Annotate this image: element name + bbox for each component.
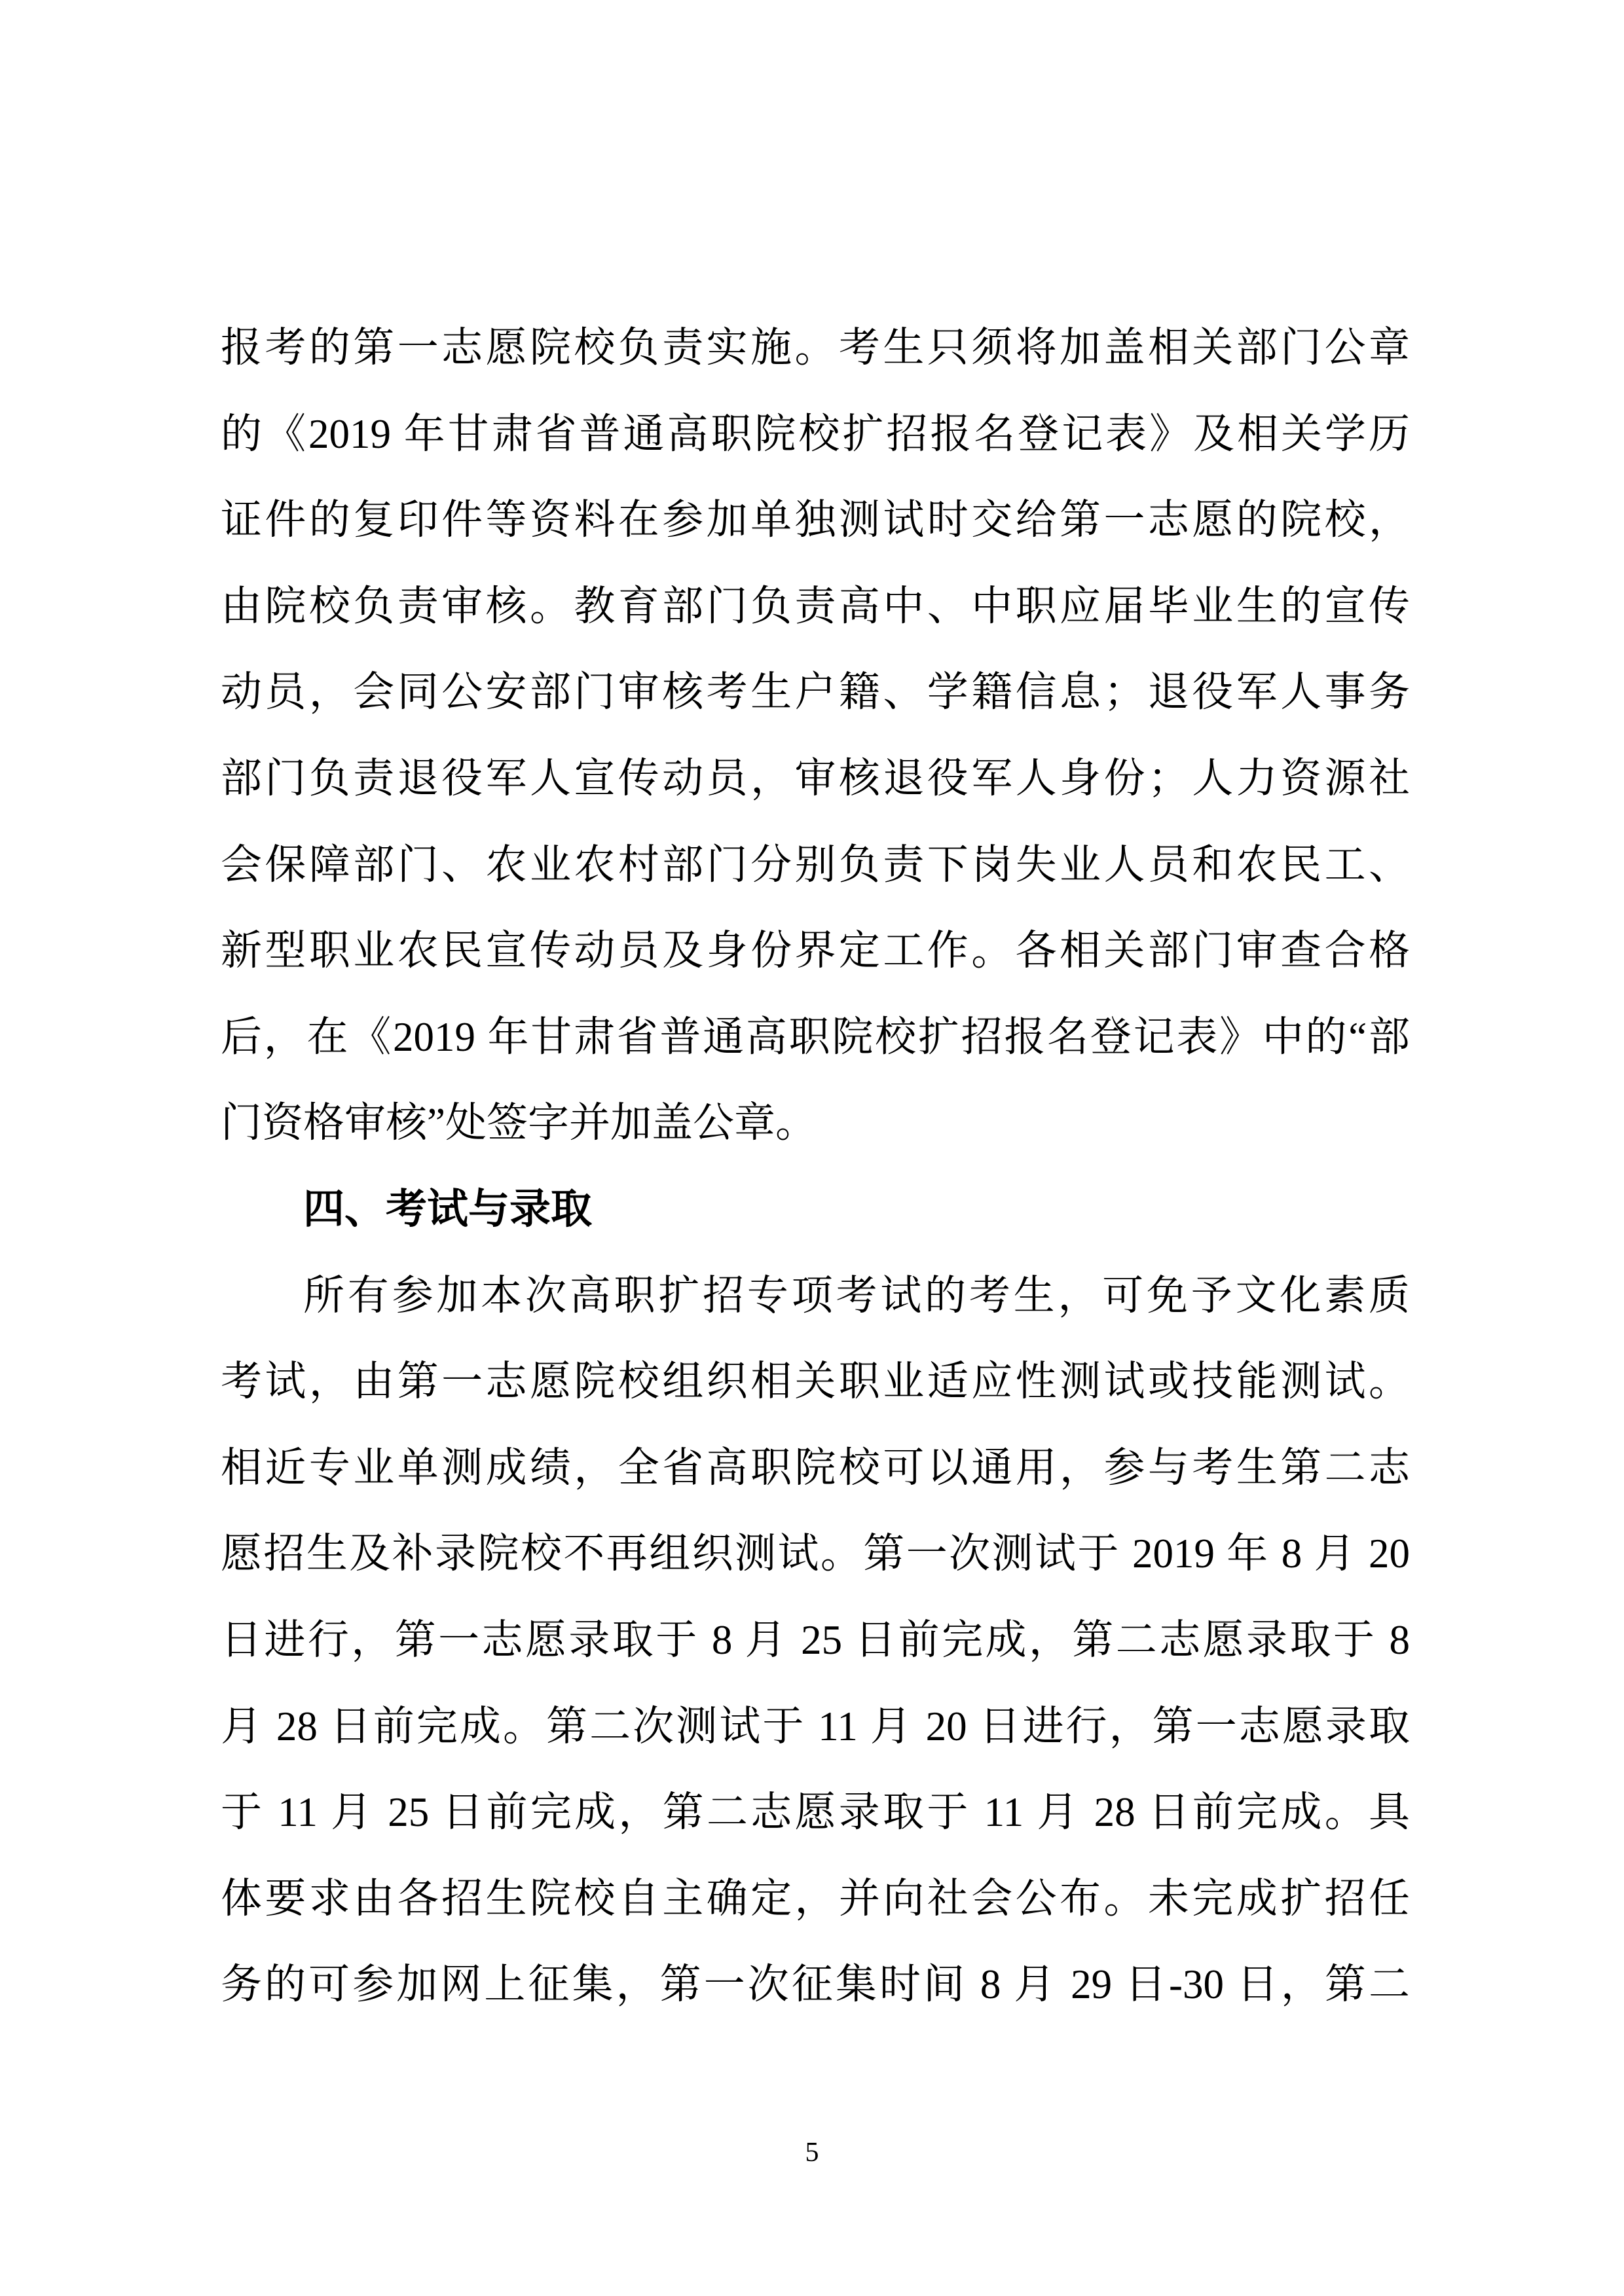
section-heading: 四、考试与录取 (303, 1186, 592, 1232)
text-line: 愿招生及补录院校不再组织测试。第一次测试于 2019 年 8 月 20 (221, 1531, 1410, 1577)
text-line: 由院校负责审核。教育部门负责高中、中职应届毕业生的宣传 (221, 583, 1410, 629)
text-line: 门资格审核”处签字并加盖公章。 (221, 1100, 817, 1146)
text-line: 于 11 月 25 日前完成，第二志愿录取于 11 月 28 日前完成。具 (221, 1789, 1410, 1836)
page-number: 5 (805, 2138, 819, 2168)
text-line: 证件的复印件等资料在参加单独测试时交给第一志愿的院校， (221, 497, 1410, 543)
text-line: 体要求由各招生院校自主确定，并向社会公布。未完成扩招任 (221, 1875, 1410, 1922)
text-block (221, 305, 1410, 2028)
text-line: 的《2019 年甘肃省普通高职院校扩招报名登记表》及相关学历 (221, 410, 1410, 457)
text-line: 部门负责退役军人宣传动员，审核退役军人身份；人力资源社 (221, 755, 1410, 801)
text-line: 月 28 日前完成。第二次测试于 11 月 20 日进行，第一志愿录取 (221, 1703, 1410, 1749)
text-line: 报考的第一志愿院校负责实施。考生只须将加盖相关部门公章 (221, 325, 1410, 371)
text-line: 所有参加本次高职扩招专项考试的考生，可免予文化素质 (303, 1272, 1410, 1319)
text-line: 相近专业单测成绩，全省高职院校可以通用，参与考生第二志 (221, 1444, 1410, 1491)
text-line: 新型职业农民宣传动员及身份界定工作。各相关部门审查合格 (221, 928, 1410, 974)
text-line: 日进行，第一志愿录取于 8 月 25 日前完成，第二志愿录取于 8 (221, 1616, 1410, 1663)
text-line: 会保障部门、农业农村部门分别负责下岗失业人员和农民工、 (221, 841, 1410, 888)
text-line: 务的可参加网上征集，第一次征集时间 8 月 29 日-30 日，第二 (221, 1961, 1410, 2008)
text-line: 动员，会同公安部门审核考生户籍、学籍信息；退役军人事务 (221, 669, 1410, 716)
text-line: 考试，由第一志愿院校组织相关职业适应性测试或技能测试。 (221, 1358, 1410, 1405)
text-line: 后，在《2019 年甘肃省普通高职院校扩招报名登记表》中的“部 (221, 1013, 1410, 1060)
